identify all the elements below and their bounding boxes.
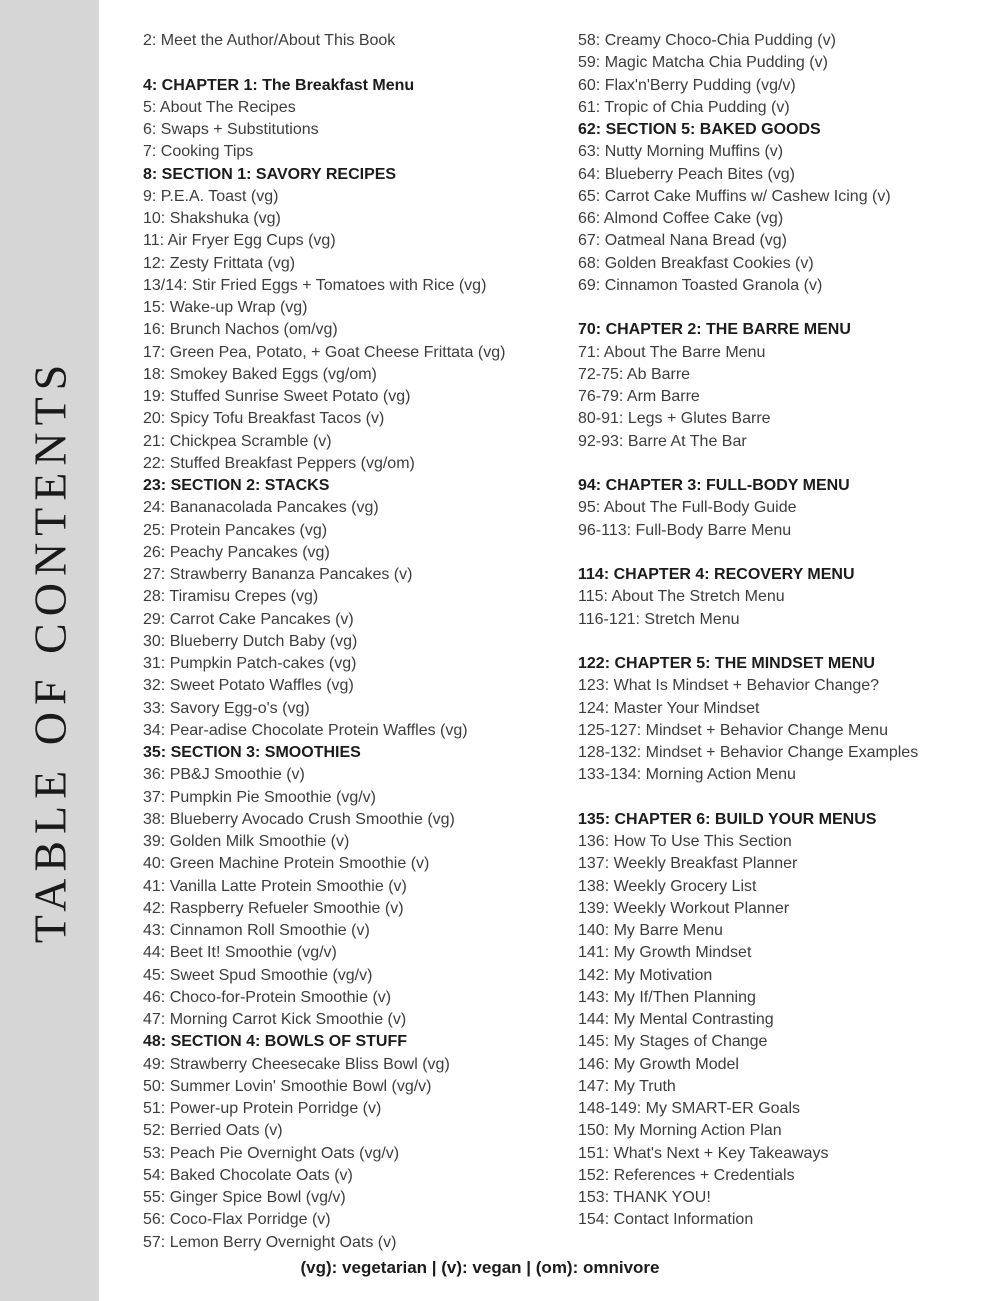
toc-entry: 33: Savory Egg-o's (vg) bbox=[143, 699, 310, 717]
toc-entry: 137: Weekly Breakfast Planner bbox=[578, 855, 798, 873]
toc-entry: 25: Protein Pancakes (vg) bbox=[143, 521, 328, 539]
toc-entry: 70: CHAPTER 2: THE BARRE MENU bbox=[578, 321, 851, 339]
toc-entry: 26: Peachy Pancakes (vg) bbox=[143, 543, 330, 561]
toc-entry: 152: References + Credentials bbox=[578, 1166, 795, 1184]
toc-entry: 95: About The Full-Body Guide bbox=[578, 499, 797, 517]
toc-entry: 151: What's Next + Key Takeaways bbox=[578, 1144, 829, 1162]
toc-entry: 37: Pumpkin Pie Smoothie (vg/v) bbox=[143, 788, 376, 806]
toc-entry: 147: My Truth bbox=[578, 1077, 676, 1095]
toc-entry: 68: Golden Breakfast Cookies (v) bbox=[578, 254, 814, 272]
toc-entry: 80-91: Legs + Glutes Barre bbox=[578, 410, 771, 428]
toc-entry: 47: Morning Carrot Kick Smoothie (v) bbox=[143, 1011, 407, 1028]
toc-entry: 20: Spicy Tofu Breakfast Tacos (v) bbox=[143, 410, 385, 428]
toc-entry: 42: Raspberry Refueler Smoothie (v) bbox=[143, 899, 404, 917]
toc-entry: 142: My Motivation bbox=[578, 966, 713, 984]
toc-entry: 72-75: Ab Barre bbox=[578, 365, 691, 383]
toc-entry: 12: Zesty Frittata (vg) bbox=[143, 254, 296, 272]
toc-entry: 65: Carrot Cake Muffins w/ Cashew Icing (v) bbox=[578, 187, 891, 205]
toc-entry: 18: Smokey Baked Eggs (vg/om) bbox=[143, 365, 377, 383]
toc-entry: 63: Nutty Morning Muffins (v) bbox=[578, 143, 784, 161]
toc-entry: 135: CHAPTER 6: BUILD YOUR MENUS bbox=[578, 810, 877, 828]
toc-entry: 16: Brunch Nachos (om/vg) bbox=[143, 321, 338, 339]
toc-spacer bbox=[578, 297, 918, 319]
toc-entry: 13/14: Stir Fried Eggs + Tomatoes with Rice (vg) bbox=[143, 276, 487, 294]
toc-entry: 50: Summer Lovin' Smoothie Bowl (vg/v) bbox=[143, 1077, 432, 1095]
toc-entry: 62: SECTION 5: BAKED GOODS bbox=[578, 121, 821, 138]
toc-spacer bbox=[578, 631, 918, 653]
toc-entry: 32: Sweet Potato Waffles (vg) bbox=[143, 677, 354, 695]
toc-entry: 145: My Stages of Change bbox=[578, 1033, 768, 1051]
toc-entry: 23: SECTION 2: STACKS bbox=[143, 477, 330, 494]
toc-entry: 133-134: Morning Action Menu bbox=[578, 766, 796, 784]
toc-entry: 141: My Growth Mindset bbox=[578, 944, 752, 962]
toc-entry: 94: CHAPTER 3: FULL-BODY MENU bbox=[578, 477, 850, 494]
toc-entry: 51: Power-up Protein Porridge (v) bbox=[143, 1100, 382, 1117]
toc-entry: 49: Strawberry Cheesecake Bliss Bowl (vg) bbox=[143, 1055, 450, 1073]
toc-entry: 7: Cooking Tips bbox=[143, 143, 254, 161]
toc-entry: 59: Magic Matcha Chia Pudding (v) bbox=[578, 54, 828, 72]
toc-entry: 60: Flax'n'Berry Pudding (vg/v) bbox=[578, 76, 796, 94]
toc-entry: 122: CHAPTER 5: THE MINDSET MENU bbox=[578, 655, 875, 672]
toc-entry: 115: About The Stretch Menu bbox=[578, 588, 785, 606]
toc-entry: 36: PB&J Smoothie (v) bbox=[143, 766, 305, 784]
toc-entry: 76-79: Arm Barre bbox=[578, 388, 700, 405]
toc-column-right bbox=[578, 30, 918, 1232]
toc-entry: 21: Chickpea Scramble (v) bbox=[143, 432, 332, 450]
toc-entry: 153: THANK YOU! bbox=[578, 1189, 711, 1206]
toc-entry: 146: My Growth Model bbox=[578, 1055, 739, 1073]
toc-entry: 2: Meet the Author/About This Book bbox=[143, 32, 396, 49]
toc-entry: 143: My If/Then Planning bbox=[578, 988, 756, 1006]
sidebar bbox=[0, 0, 99, 1301]
toc-entry: 139: Weekly Workout Planner bbox=[578, 899, 790, 917]
toc-entry: 5: About The Recipes bbox=[143, 98, 296, 116]
page-title-vertical: TABLE OF CONTENTS bbox=[24, 357, 76, 944]
toc-entry: 138: Weekly Grocery List bbox=[578, 877, 757, 895]
toc-entry: 48: SECTION 4: BOWLS OF STUFF bbox=[143, 1033, 408, 1051]
diet-legend: (vg): vegetarian | (v): vegan | (om): omnivore bbox=[300, 1258, 660, 1277]
toc-spacer bbox=[143, 52, 505, 74]
toc-entry: 38: Blueberry Avocado Crush Smoothie (vg) bbox=[143, 810, 455, 828]
toc-entry: 35: SECTION 3: SMOOTHIES bbox=[143, 744, 361, 761]
toc-entry: 10: Shakshuka (vg) bbox=[143, 210, 281, 227]
toc-entry: 124: Master Your Mindset bbox=[578, 699, 760, 717]
toc-entry: 128-132: Mindset + Behavior Change Examples bbox=[578, 744, 919, 761]
toc-spacer bbox=[578, 787, 918, 809]
toc-entry: 52: Berried Oats (v) bbox=[143, 1122, 283, 1140]
toc-entry: 64: Blueberry Peach Bites (vg) bbox=[578, 165, 795, 183]
toc-entry: 45: Sweet Spud Smoothie (vg/v) bbox=[143, 966, 373, 984]
toc-entry: 61: Tropic of Chia Pudding (v) bbox=[578, 98, 790, 116]
toc-entry: 144: My Mental Contrasting bbox=[578, 1011, 774, 1028]
toc-entry: 57: Lemon Berry Overnight Oats (v) bbox=[143, 1233, 397, 1251]
toc-entry: 6: Swaps + Substitutions bbox=[143, 121, 319, 138]
toc-entry: 8: SECTION 1: SAVORY RECIPES bbox=[143, 165, 397, 183]
toc-column-left bbox=[143, 30, 505, 1254]
toc-entry: 55: Ginger Spice Bowl (vg/v) bbox=[143, 1189, 346, 1206]
toc-spacer bbox=[578, 453, 918, 475]
toc-entry: 22: Stuffed Breakfast Peppers (vg/om) bbox=[143, 454, 415, 472]
toc-entry: 56: Coco-Flax Porridge (v) bbox=[143, 1211, 331, 1229]
toc-entry: 136: How To Use This Section bbox=[578, 833, 792, 850]
toc-entry: 44: Beet It! Smoothie (vg/v) bbox=[143, 944, 337, 962]
toc-entry: 43: Cinnamon Roll Smoothie (v) bbox=[143, 922, 370, 939]
toc-entry: 19: Stuffed Sunrise Sweet Potato (vg) bbox=[143, 388, 411, 405]
toc-spacer bbox=[578, 542, 918, 564]
toc-entry: 17: Green Pea, Potato, + Goat Cheese Frittata (vg) bbox=[143, 343, 506, 361]
toc-entry: 54: Baked Chocolate Oats (v) bbox=[143, 1166, 353, 1184]
toc-entry: 66: Almond Coffee Cake (vg) bbox=[578, 210, 784, 227]
toc-entry: 53: Peach Pie Overnight Oats (vg/v) bbox=[143, 1144, 400, 1162]
toc-entry: 28: Tiramisu Crepes (vg) bbox=[143, 588, 319, 606]
toc-entry: 150: My Morning Action Plan bbox=[578, 1122, 782, 1140]
toc-entry: 58: Creamy Choco-Chia Pudding (v) bbox=[578, 32, 836, 49]
toc-entry: 39: Golden Milk Smoothie (v) bbox=[143, 833, 350, 850]
toc-entry: 27: Strawberry Bananza Pancakes (v) bbox=[143, 566, 413, 583]
toc-entry: 31: Pumpkin Patch-cakes (vg) bbox=[143, 655, 357, 672]
toc-entry: 24: Bananacolada Pancakes (vg) bbox=[143, 499, 379, 517]
toc-entry: 67: Oatmeal Nana Bread (vg) bbox=[578, 232, 787, 250]
toc-entry: 11: Air Fryer Egg Cups (vg) bbox=[143, 232, 336, 250]
toc-entry: 148-149: My SMART-ER Goals bbox=[578, 1100, 801, 1117]
toc-entry: 41: Vanilla Latte Protein Smoothie (v) bbox=[143, 877, 407, 895]
toc-entry: 114: CHAPTER 4: RECOVERY MENU bbox=[578, 566, 855, 583]
toc-entry: 140: My Barre Menu bbox=[578, 922, 723, 939]
toc-entry: 15: Wake-up Wrap (vg) bbox=[143, 299, 308, 316]
toc-entry: 69: Cinnamon Toasted Granola (v) bbox=[578, 276, 823, 294]
toc-entry: 123: What Is Mindset + Behavior Change? bbox=[578, 677, 880, 695]
toc-entry: 34: Pear-adise Chocolate Protein Waffles (vg) bbox=[143, 721, 468, 739]
toc-entry: 46: Choco-for-Protein Smoothie (v) bbox=[143, 988, 392, 1006]
toc-entry: 116-121: Stretch Menu bbox=[578, 610, 740, 628]
toc-entry: 92-93: Barre At The Bar bbox=[578, 432, 747, 450]
toc-entry: 96-113: Full-Body Barre Menu bbox=[578, 521, 792, 539]
toc-entry: 9: P.E.A. Toast (vg) bbox=[143, 187, 279, 205]
toc-entry: 4: CHAPTER 1: The Breakfast Menu bbox=[143, 76, 415, 94]
toc-entry: 154: Contact Information bbox=[578, 1211, 754, 1229]
toc-entry: 71: About The Barre Menu bbox=[578, 343, 766, 361]
toc-entry: 29: Carrot Cake Pancakes (v) bbox=[143, 610, 354, 628]
toc-entry: 125-127: Mindset + Behavior Change Menu bbox=[578, 721, 888, 739]
toc-entry: 30: Blueberry Dutch Baby (vg) bbox=[143, 632, 358, 650]
toc-entry: 40: Green Machine Protein Smoothie (v) bbox=[143, 855, 430, 873]
